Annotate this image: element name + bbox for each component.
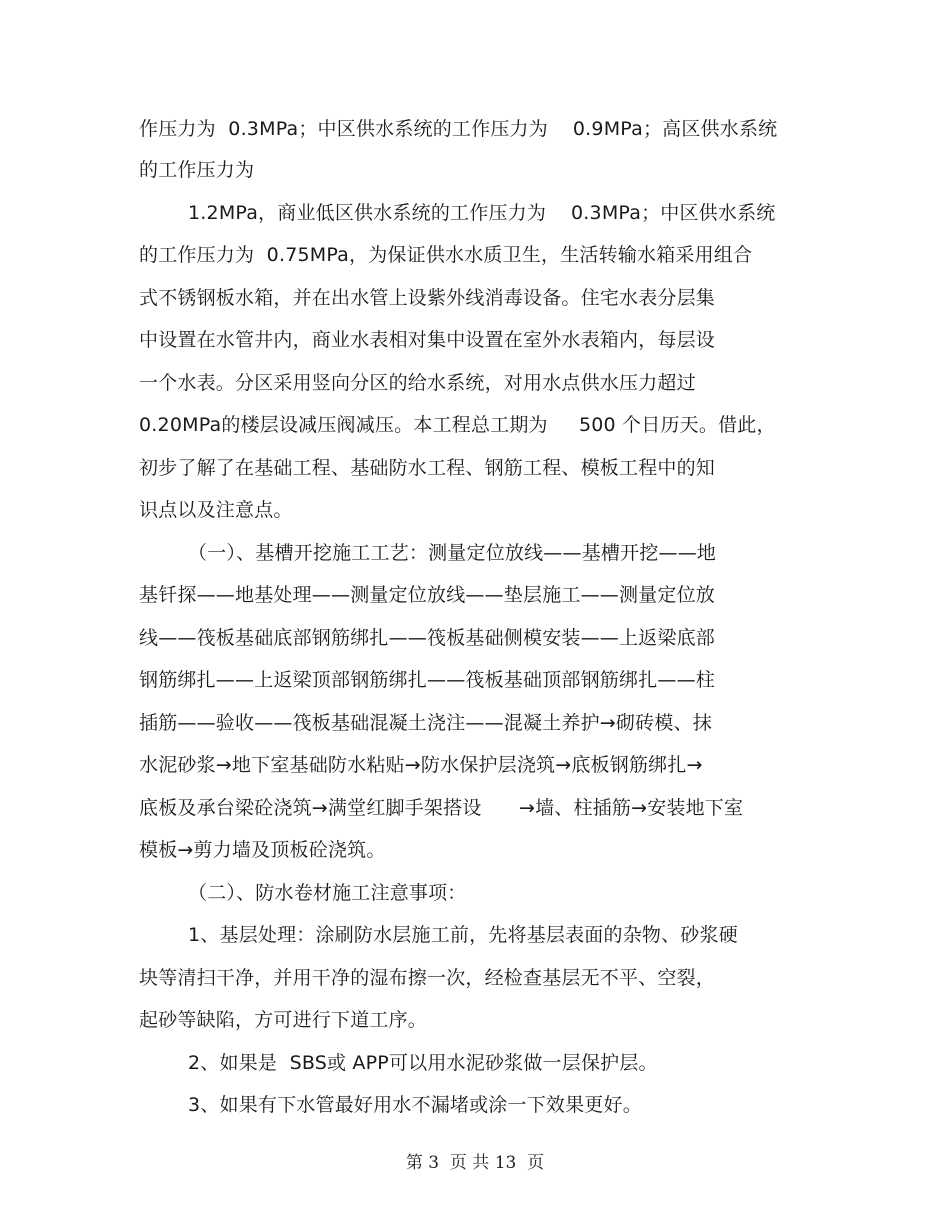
body-text-line: 线——筏板基础底部钢筋绑扎——筏板基础侧模安装——上返梁底部 (139, 627, 716, 649)
body-text-line: 块等清扫干净，并用干净的湿布擦一次，经检查基层无不平、空裂， (139, 967, 716, 989)
body-text-line: 起砂等缺陷，方可进行下道工序。 (139, 1009, 428, 1031)
body-text-line: 作压力为 0.3MPa；中区供水系统的工作压力为 0.9MPa；高区供水系统 (139, 118, 778, 140)
list-item: 3、如果有下水管最好用水不漏堵或涂一下效果更好。 (188, 1094, 642, 1116)
body-text-line: 1.2MPa，商业低区供水系统的工作压力为 0.3MPa；中区供水系统 (188, 202, 776, 224)
list-item: 2、如果是 SBS或 APP可以用水泥砂浆做一层保护层。 (188, 1052, 658, 1074)
section-heading: （二）、防水卷材施工注意事项： (188, 882, 467, 904)
body-text-line: 插筋——验收——筏板基础混凝土浇注——混凝土养护→砌砖模、抹 (139, 712, 712, 734)
body-text-line: 式不锈钢板水箱，并在出水管上设紫外线消毒设备。住宅水表分层集 (139, 287, 716, 309)
list-item: 1、基层处理：涂刷防水层施工前，先将基层表面的杂物、砂浆硬 (188, 924, 738, 946)
body-text-line: 中设置在水管井内，商业水表相对集中设置在室外水表箱内，每层设 (139, 329, 716, 351)
body-text-line: 基钎探——地基处理——测量定位放线——垫层施工——测量定位放 (139, 584, 716, 606)
body-text-line: 一个水表。分区采用竖向分区的给水系统，对用水点供水压力超过 (139, 372, 696, 394)
body-text-line: 模板→剪力墙及顶板砼浇筑。 (139, 839, 386, 861)
body-text-line: 水泥砂浆→地下室基础防水粘贴→防水保护层浇筑→底板钢筋绑扎→ (139, 754, 703, 776)
body-text-line: 的工作压力为 0.75MPa，为保证供水水质卫生，生活转输水箱采用组合 (139, 244, 753, 266)
body-text-line: 0.20MPa的楼层设减压阀减压。本工程总工期为 500 个日历天。借此， (139, 414, 776, 436)
body-text-line: 的工作压力为 (139, 159, 255, 181)
body-text-line: 底板及承台梁砼浇筑→满堂红脚手架搭设 →墙、柱插筋→安装地下室 (139, 797, 744, 819)
body-text-line: 识点以及注意点。 (139, 499, 293, 521)
body-text-line: 初步了解了在基础工程、基础防水工程、钢筋工程、模板工程中的知 (139, 457, 716, 479)
section-heading: （一）、基槽开挖施工工艺：测量定位放线——基槽开挖——地 (188, 542, 717, 564)
body-text-line: 钢筋绑扎——上返梁顶部钢筋绑扎——筏板基础顶部钢筋绑扎——柱 (139, 669, 716, 691)
page-footer: 第 3 页 共 13 页 (405, 1153, 545, 1173)
